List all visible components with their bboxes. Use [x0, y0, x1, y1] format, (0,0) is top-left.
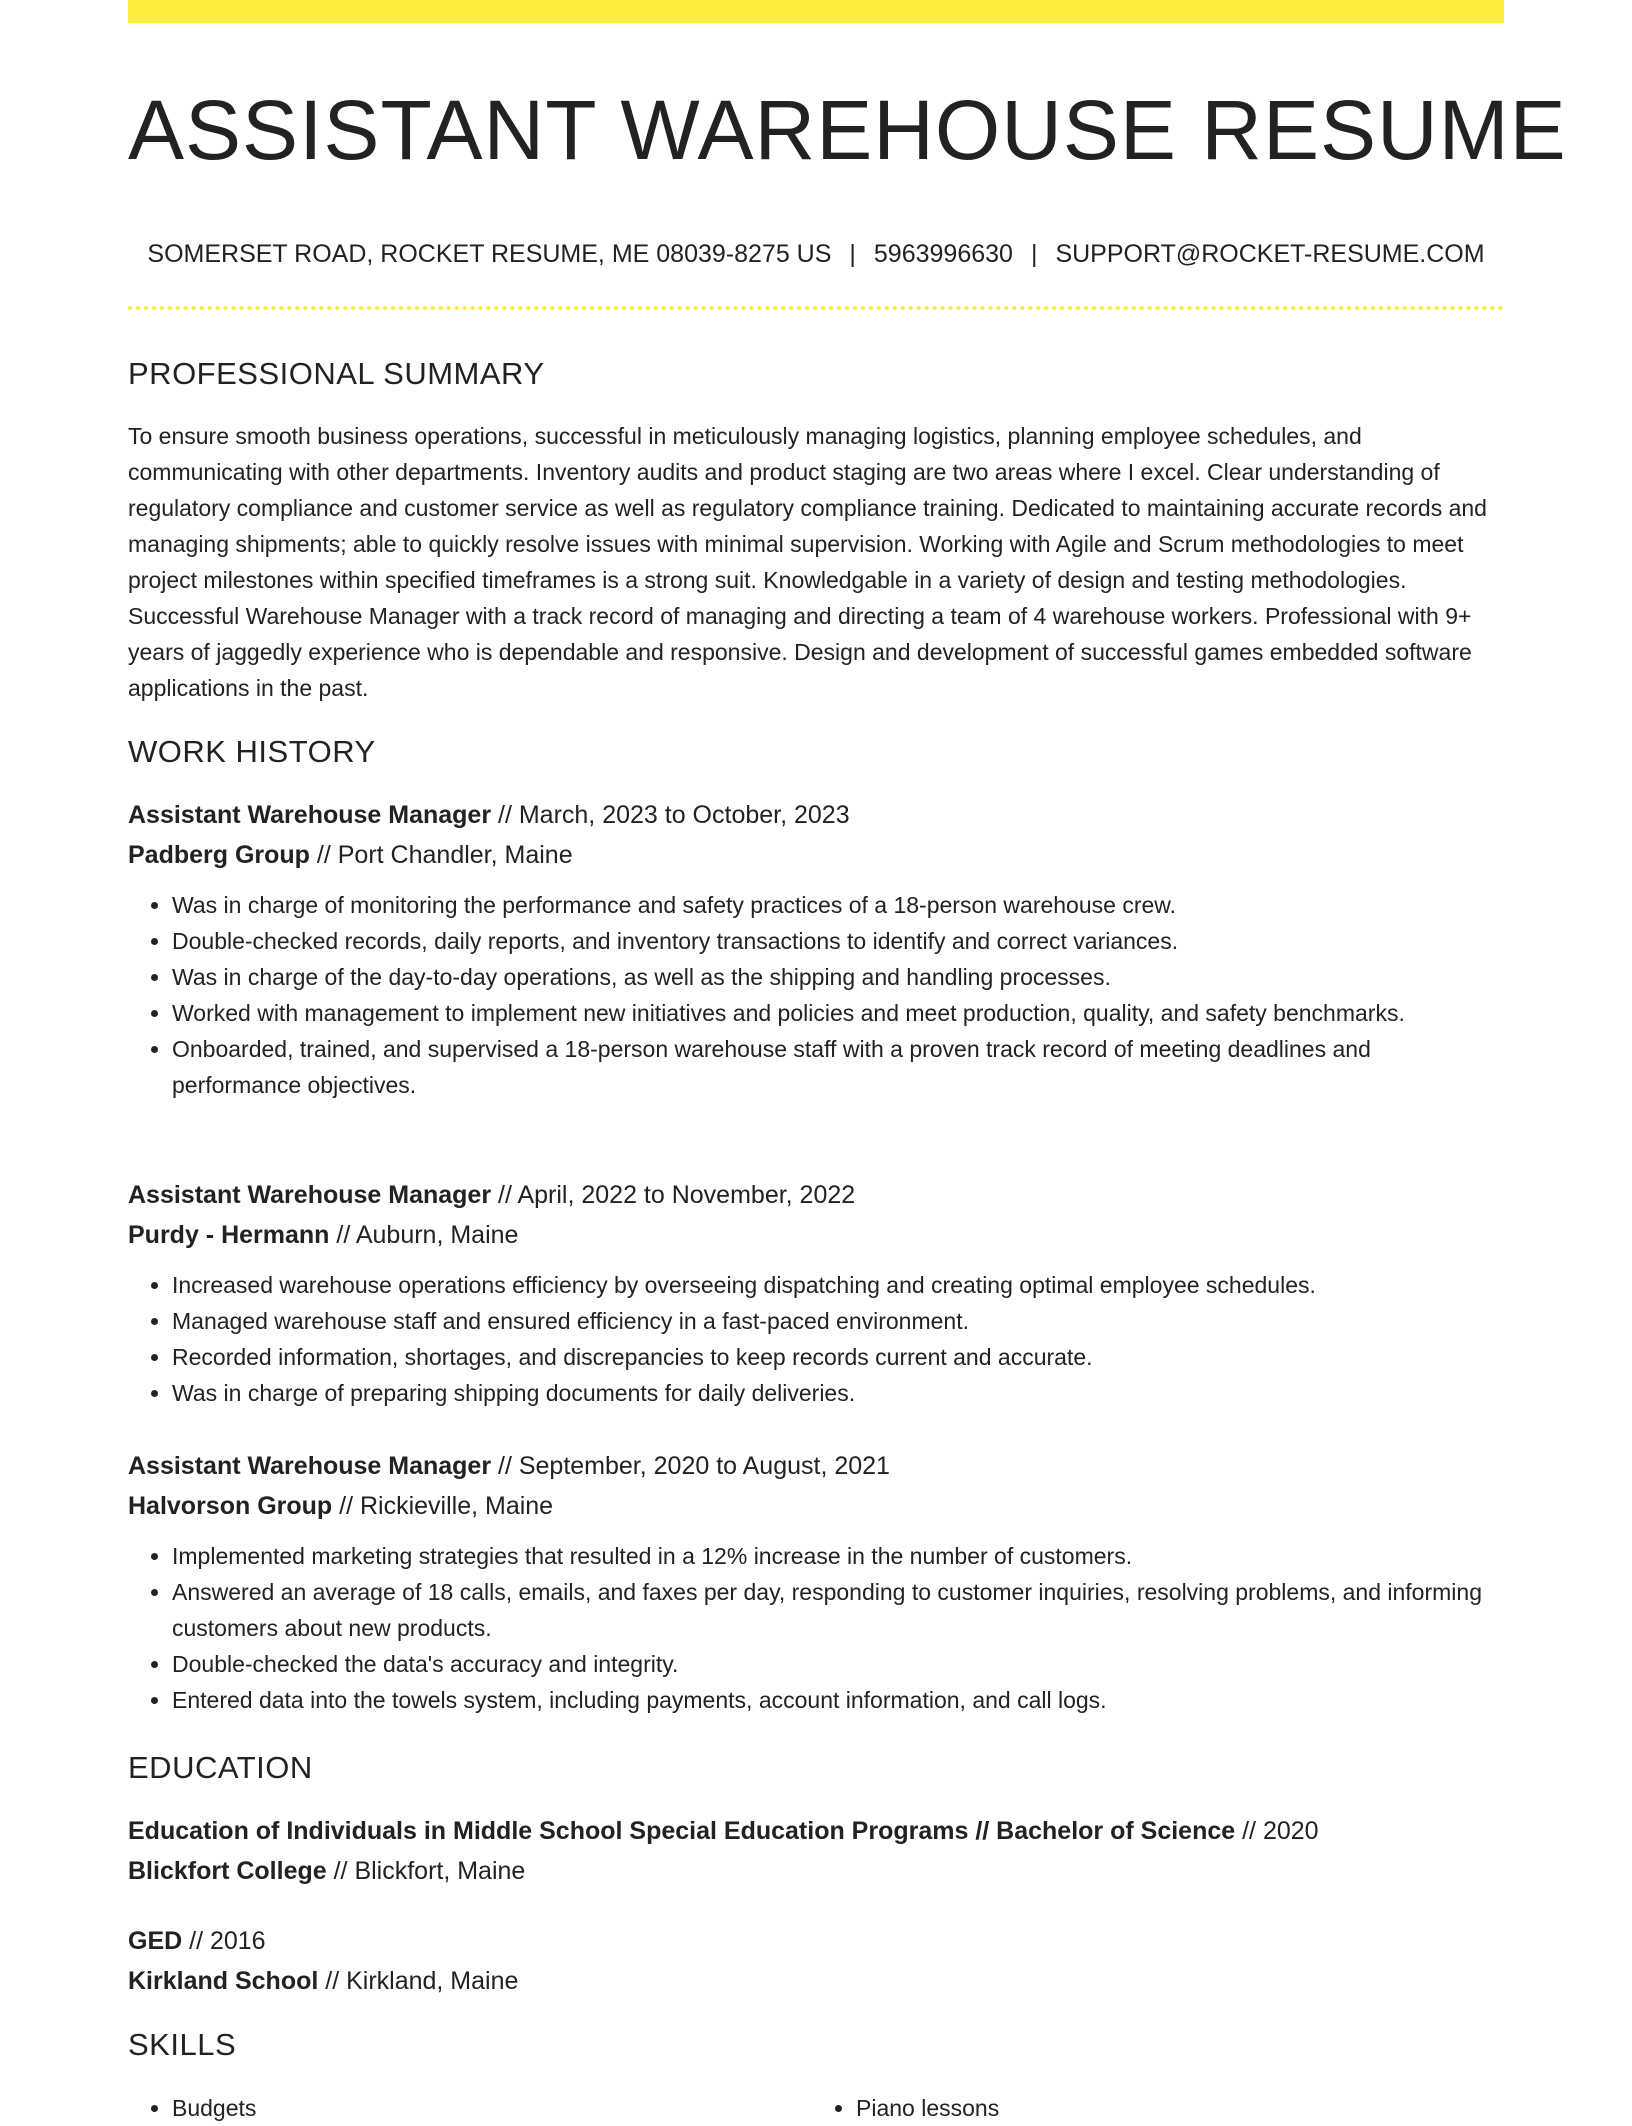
- job-entry: [128, 1175, 1504, 1411]
- job-title: Assistant Warehouse Manager: [128, 1181, 492, 1209]
- top-accent-bar: [128, 0, 1504, 23]
- job-dates: // March, 2023 to October, 2023: [491, 801, 850, 829]
- job-title-line: [128, 1175, 1504, 1215]
- education-school: Blickfort College: [128, 1857, 327, 1885]
- education-year: // 2020: [1235, 1817, 1319, 1845]
- job-bullet: • Double-checked records, daily reports, and inventory transactions to identify and correct variances.: [172, 923, 1504, 959]
- contact-address: SOMERSET ROAD, ROCKET RESUME, ME 08039-8275 US: [147, 240, 832, 268]
- contact-separator: |: [1030, 240, 1038, 268]
- job-bullets: [128, 887, 1504, 1103]
- job-bullet: • Entered data into the towels system, including payments, account information, and call logs.: [172, 1682, 1504, 1718]
- job-bullet: • Onboarded, trained, and supervised a 18-person warehouse staff with a proven track record of meeting deadlines and performance objectives.: [172, 1031, 1504, 1103]
- job-bullet: • Was in charge of monitoring the performance and safety practices of a 18-person warehouse crew.: [172, 887, 1504, 923]
- job-bullet: • Was in charge of the day-to-day operations, as well as the shipping and handling processes.: [172, 959, 1504, 995]
- summary-text: To ensure smooth business operations, successful in meticulously managing logistics, planning employee schedules, and communicating with other departments. Inventory audits and product staging are two areas where I excel. Clear understanding of regulatory compliance and customer service as well as regulatory compliance training. Dedicated to maintaining accurate records and managing shipments; able to quickly resolve issues with minimal supervision. Working with Agile and Scrum methodologies to meet project milestones within specified timeframes is a strong suit. Knowledgable in a variety of design and testing methodologies. Successful Warehouse Manager with a track record of managing and directing a team of 4 warehouse workers. Professional with 9+ years of jaggedly experience who is dependable and responsive. Design and development of successful games embedded software applications in the past.: [128, 423, 1487, 701]
- job-bullet: • Managed warehouse staff and ensured efficiency in a fast-paced environment.: [172, 1303, 1504, 1339]
- job-bullets: [128, 1267, 1504, 1411]
- skills-list: [128, 2090, 1504, 2126]
- job-company-line: [128, 1215, 1504, 1255]
- job-company: Padberg Group: [128, 841, 310, 869]
- contact-phone: 5963996630: [873, 240, 1013, 268]
- skills-column-right: [812, 2090, 1496, 2126]
- job-title: Assistant Warehouse Manager: [128, 1452, 492, 1480]
- education-degree-line: [128, 1921, 1504, 1961]
- job-location: // Rickieville, Maine: [332, 1492, 554, 1520]
- job-dates: // September, 2020 to August, 2021: [491, 1452, 890, 1480]
- contact-line: [128, 236, 1504, 272]
- job-bullet: • Increased warehouse operations efficiency by overseeing dispatching and creating optimal employee schedules.: [172, 1267, 1504, 1303]
- job-bullet: • Double-checked the data's accuracy and integrity.: [172, 1646, 1504, 1682]
- job-bullet: • Was in charge of preparing shipping documents for daily deliveries.: [172, 1375, 1504, 1411]
- job-entry: [128, 1446, 1504, 1718]
- job-location: // Port Chandler, Maine: [309, 841, 573, 869]
- education-location: // Kirkland, Maine: [318, 1967, 519, 1995]
- education-school-line: [128, 1961, 1504, 2001]
- education-location: // Blickfort, Maine: [326, 1857, 526, 1885]
- job-company: Halvorson Group: [128, 1492, 333, 1520]
- resume-title: ASSISTANT WAREHOUSE RESUME: [128, 83, 1567, 177]
- resume-page: [128, 0, 1567, 2121]
- job-bullet: • Implemented marketing strategies that resulted in a 12% increase in the number of customers.: [172, 1538, 1504, 1574]
- job-dates: // April, 2022 to November, 2022: [491, 1181, 856, 1209]
- skill-item: • Piano lessons: [856, 2090, 1496, 2126]
- education-entry: [128, 1811, 1504, 1891]
- job-company-line: [128, 835, 1504, 875]
- job-title-line: [128, 795, 1504, 835]
- education-school: Kirkland School: [128, 1967, 319, 1995]
- education-school-line: [128, 1851, 1504, 1891]
- job-bullets: [128, 1538, 1504, 1718]
- job-company: Purdy - Hermann: [128, 1221, 330, 1249]
- summary-heading: PROFESSIONAL SUMMARY: [128, 356, 545, 391]
- contact-email: SUPPORT@ROCKET-RESUME.COM: [1055, 240, 1485, 268]
- job-entry: [128, 795, 1504, 1103]
- job-bullet: • Worked with management to implement new initiatives and policies and meet production, quality, and safety benchmarks.: [172, 995, 1504, 1031]
- education-entry: [128, 1921, 1504, 2001]
- education-year: // 2016: [182, 1927, 266, 1955]
- skill-item: • Budgets: [172, 2090, 812, 2126]
- job-location: // Auburn, Maine: [329, 1221, 519, 1249]
- skills-column-left: [128, 2090, 812, 2126]
- contact-separator: |: [849, 240, 856, 268]
- education-degree-line: [128, 1811, 1504, 1851]
- job-bullet: • Answered an average of 18 calls, emails, and faxes per day, responding to customer inquiries, resolving problems, and informing customers about new products.: [172, 1574, 1504, 1646]
- education-heading: EDUCATION: [128, 1750, 313, 1785]
- education-degree: Education of Individuals in Middle School Special Education Programs // Bachelor of Science: [128, 1817, 1236, 1845]
- skills-heading: SKILLS: [128, 2027, 237, 2062]
- dotted-divider: [128, 306, 1504, 310]
- job-company-line: [128, 1486, 1504, 1526]
- job-title: Assistant Warehouse Manager: [128, 801, 492, 829]
- job-title-line: [128, 1446, 1504, 1486]
- education-degree: GED: [128, 1927, 183, 1955]
- work-history-heading: WORK HISTORY: [128, 734, 376, 769]
- job-bullet: • Recorded information, shortages, and discrepancies to keep records current and accurate.: [172, 1339, 1504, 1375]
